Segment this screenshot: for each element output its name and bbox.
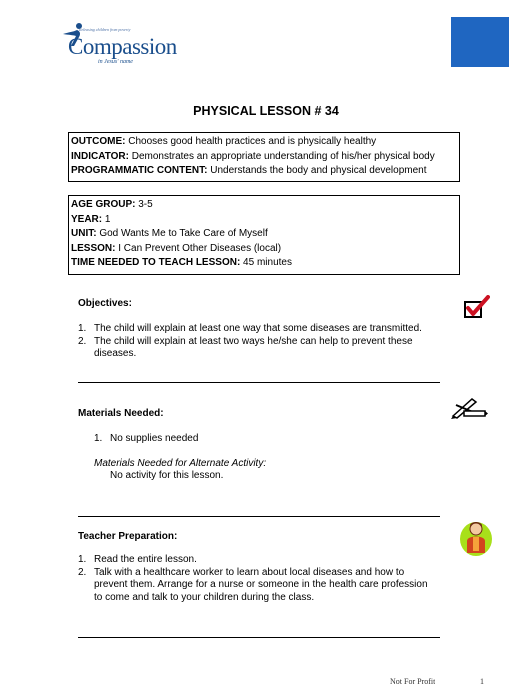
objectives-heading: Objectives: [78,298,132,309]
time-needed-row [71,256,457,271]
page-title: PHYSICAL LESSON # 34 [193,104,339,118]
year-row [71,213,457,228]
page-number: 1 [480,677,484,686]
unit-row [71,227,457,242]
age-group-row [71,198,457,213]
objectives-list [78,323,448,361]
divider [78,516,440,517]
list-number: 1. [94,433,103,444]
outcome-row [71,135,457,150]
lesson-row [71,242,457,257]
logo-tagline: Releasing children from poverty [79,27,131,32]
unit-value: God Wants Me to Take Care of Myself [96,228,268,239]
list-text: No supplies needed [110,433,199,444]
blue-square-graphic [451,17,509,67]
compassion-logo [55,22,177,68]
indicator-text: Demonstrates an appropriate understanding of his/her physical body [128,150,435,162]
age-group-label: AGE GROUP: [71,199,136,210]
age-group-value: 3-5 [135,199,153,210]
pencil-tools-icon [450,396,488,425]
list-item [94,433,444,446]
list-number: 1. [78,323,87,334]
programmatic-content-row [71,164,457,179]
programmatic-content-label: PROGRAMMATIC CONTENT: [71,165,208,176]
time-needed-value: 45 minutes [240,257,292,268]
outcome-label: OUTCOME: [71,136,126,147]
teacher-prep-heading: Teacher Preparation: [78,531,178,542]
list-text: Read the entire lesson. [94,554,197,565]
time-needed-label: TIME NEEDED TO TEACH LESSON: [71,257,241,268]
teacher-figure-icon [458,519,494,562]
list-number: 2. [78,335,87,347]
divider [78,382,440,383]
divider [78,637,440,638]
alternate-activity-heading: Materials Needed for Alternate Activity: [94,458,267,469]
year-label: YEAR: [71,213,103,225]
lesson-value: I Can Prevent Other Diseases (local) [115,242,282,254]
checkbox-check-icon [464,295,490,324]
outcome-text: Chooses good health practices and is physically healthy [125,136,377,147]
outcome-box [68,132,460,182]
list-number: 1. [78,554,87,565]
materials-list [94,433,444,446]
footer-not-for-profit: Not For Profit [390,677,436,686]
list-number: 2. [78,566,87,578]
list-text: Talk with a healthcare worker to learn about local diseases and how to prevent them. Arrange for a nurse or someone in the health care profession to come and talk to your children during the class. [94,566,428,603]
alternate-activity-text: No activity for this lesson. [110,470,224,481]
teacher-prep-list [78,554,434,604]
lesson-label: LESSON: [71,242,116,254]
logo-wordmark: Compassion [68,34,177,59]
materials-heading: Materials Needed: [78,408,164,419]
list-item [78,554,434,567]
list-item [78,323,448,336]
list-item [78,336,448,361]
indicator-row [71,150,457,165]
unit-label: UNIT: [71,228,97,239]
year-value: 1 [102,213,111,225]
programmatic-content-text: Understands the body and physical development [207,165,427,176]
indicator-label: INDICATOR: [71,150,129,162]
list-text: The child will explain at least one way that some diseases are transmitted. [94,323,422,334]
lesson-info-box [68,195,460,275]
logo-subline: in Jesus' name [98,59,133,65]
list-item [78,567,434,605]
list-text: The child will explain at least two ways he/she can help to prevent these diseases. [94,335,413,359]
